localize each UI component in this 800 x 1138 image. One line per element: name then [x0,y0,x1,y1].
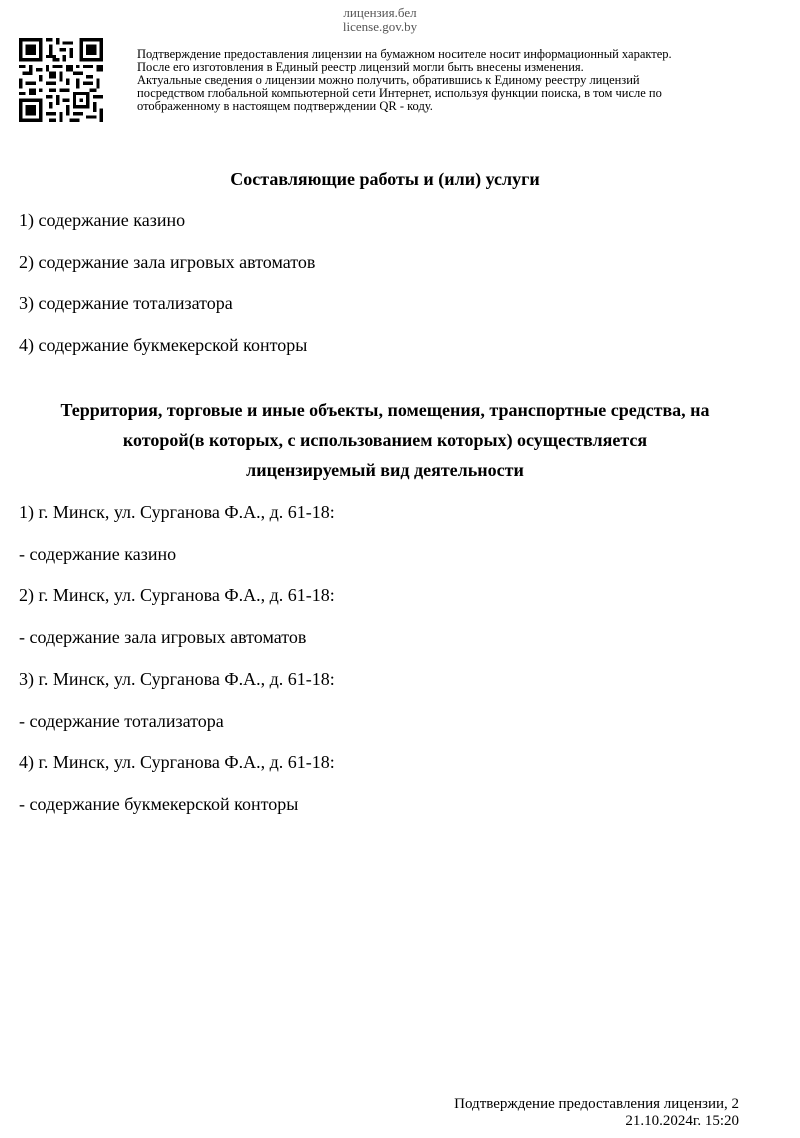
notice-line: посредством глобальной компьютерной сети Интернет, используя функции поиска, в том числе по [137,86,662,100]
qr-code-icon [19,38,103,122]
territory-line: 4) г. Минск, ул. Сурганова Ф.А., д. 61-18: [19,752,335,772]
service-item: 1) содержание казино [19,210,186,230]
site-domains [300,6,460,34]
notice-text [137,48,777,113]
territory-line: - содержание казино [19,544,177,564]
territory-line: - содержание зала игровых автоматов [19,627,307,647]
territory-line: 3) г. Минск, ул. Сурганова Ф.А., д. 61-18: [19,669,335,689]
footer-page-label: Подтверждение предоставления лицензии, 2 [454,1096,739,1112]
footer-datetime: 21.10.2024г. 15:20 [625,1113,739,1129]
territory-title-line: лицензируемый вид деятельности [246,460,524,480]
territory-line: 1) г. Минск, ул. Сурганова Ф.А., д. 61-18: [19,502,335,522]
territory-line: - содержание букмекерской конторы [19,794,299,814]
services-title: Составляющие работы и (или) услуги [230,169,540,189]
service-item: 2) содержание зала игровых автоматов [19,252,316,272]
page-footer [454,1096,739,1130]
domain-latin: license.gov.by [342,19,418,34]
notice-line: отображенному в настоящем подтверждении QR - коду. [137,99,433,113]
territory-title-line: Территория, торговые и иные объекты, помещения, транспортные средства, на [60,400,710,420]
notice-line: После его изготовления в Единый реестр лицензий могли быть внесены изменения. [137,60,584,74]
territory-line: 2) г. Минск, ул. Сурганова Ф.А., д. 61-18: [19,585,335,605]
territory-title-line: которой(в которых, с использованием которых) осуществляется [122,430,648,450]
notice-line: Актуальные сведения о лицензии можно получить, обратившись к Единому реестру лицензий [137,73,640,87]
notice-line: Подтверждение предоставления лицензии на бумажном носителе носит информационный характер. [137,47,672,61]
service-item: 4) содержание букмекерской конторы [19,335,308,355]
territory-line: - содержание тотализатора [19,711,224,731]
service-item: 3) содержание тотализатора [19,293,233,313]
domain-cyrillic: лицензия.бел [343,5,417,20]
